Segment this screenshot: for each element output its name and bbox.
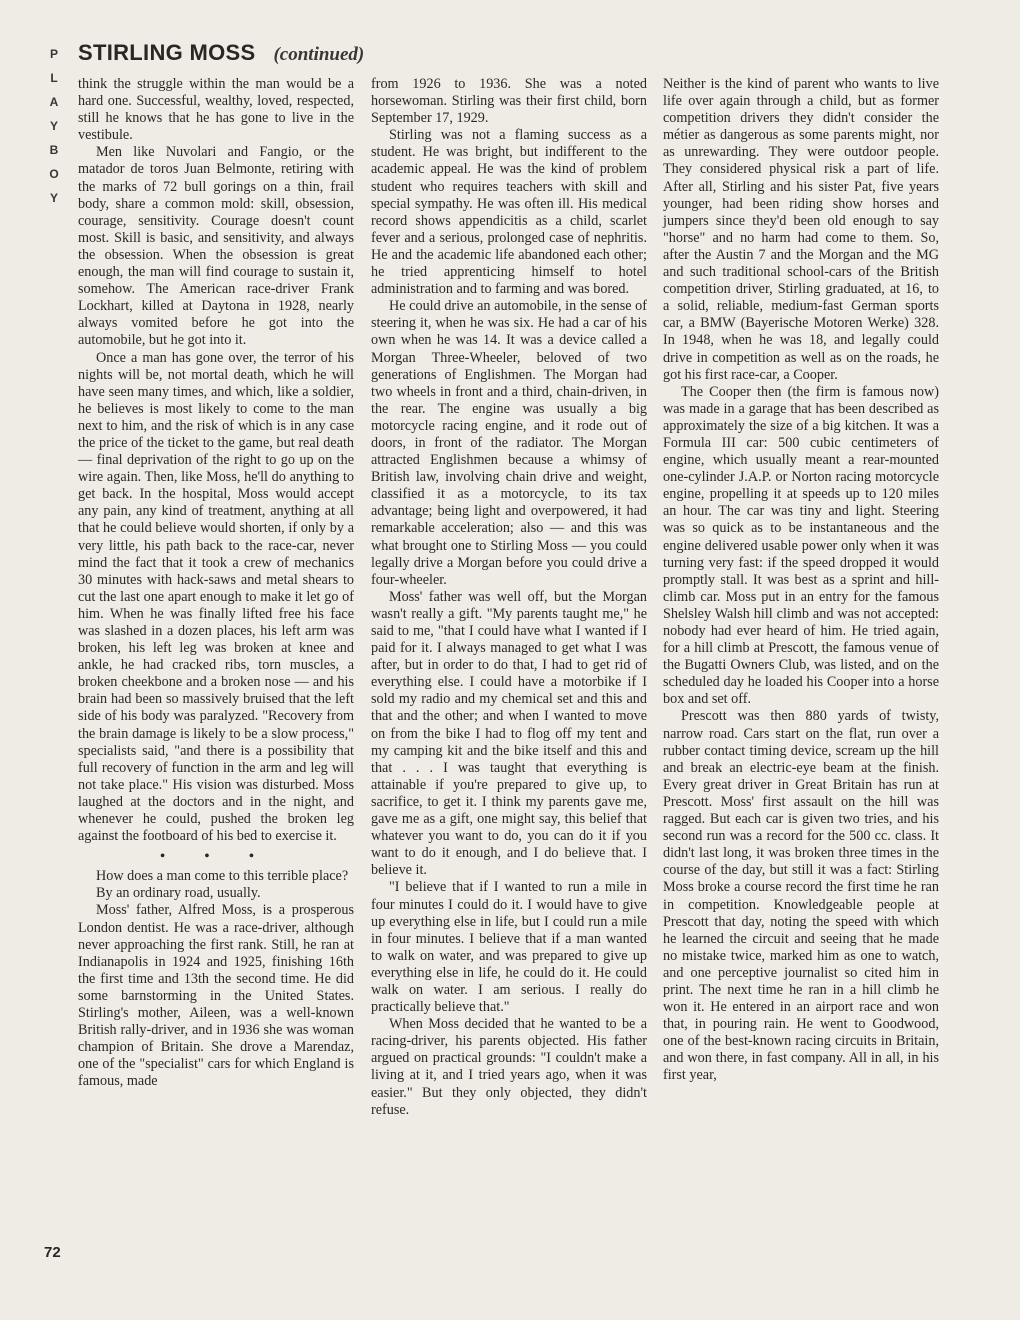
paragraph: "I believe that if I wanted to run a mile in four minutes I could do it. I would have to give up everything else in life, but I could run a mile in four minutes. I believe that if a man wanted to walk on water, and was prepared to give up everything else in life, he could do it. He could walk on water. I am serious. I really do practically believe that." xyxy=(371,879,647,1016)
page-number: 72 xyxy=(44,1244,61,1261)
article-continued-label: (continued) xyxy=(273,44,365,65)
side-label-letter: P xyxy=(49,47,58,61)
paragraph: He could drive an automobile, in the sense of steering it, when he was six. He had a car of his own when he was 14. It was a device called a Morgan Three-Wheeler, beloved of two generations of Englishmen. The Morgan had two wheels in front and a third, chain-driven, in the rear. The engine was usually a big motorcycle racing engine, and it rode out of doors, in front of the radiator. The Morgan attracted Englishmen because a whimsy of British law, involving chain drive and weight, classified it as a motorcycle, to its tax advantage; being light and overpowered, it had remarkable acceleration; also — and this was what brought one to Stirling Moss — you could legally drive a Morgan before you could drive a four-wheeler. xyxy=(371,298,647,588)
magazine-side-label xyxy=(44,42,64,210)
paragraph: Stirling was not a flaming success as a student. He was bright, but indifferent to the academic appeal. He was the kind of problem student who requires teachers with skill and special sympathy. He was often ill. His medical record shows appendicitis as a child, scarlet fever and a serious, prolonged case of nephritis. He and the academic life abandoned each other; he tried apprenticing himself to hotel administration and to farming and was bored. xyxy=(371,127,647,298)
paragraph: By an ordinary road, usually. xyxy=(96,885,261,902)
paragraph: Once a man has gone over, the terror of his nights will be, not mortal death, which he will have seen many times, and which, like a soldier, he believes is most likely to come to the man next to him, and the risk of which is in any case the price of the ticket to the game, but real death — final deprivation of the right to go up on the wire again. Then, like Moss, he'll do anything to get back. In the hospital, Moss would accept any pain, any kind of treatment, anything at all that he could believe would shorten, if only by a very little, his path back to the race-car, never mind the fact that it took a crew of mechanics 30 minutes with hack-saws and metal shears to cut the last one apart enough to make it let go of him. When he was finally lifted free his face was slashed in a dozen places, his left arm was broken, his left leg was broken at knee and ankle, he had cracked ribs, torn muscles, a broken cheekbone and a broken nose — and his brain had been so massively bruised that the left side of his body was paralyzed. "Recovery from the brain damage is likely to be a slow process," specialists said, "and there is a possibility that full recovery of function in the arm and leg will not take place." His vision was disturbed. Moss laughed at the doctors and in the night, and whenever he could, pushed the broken leg against the footboard of his bed to exercise it. xyxy=(78,349,354,845)
side-label-letter: B xyxy=(49,143,59,157)
text-column-1 xyxy=(78,76,354,1090)
side-label-letter: O xyxy=(49,167,59,181)
side-label-letter: A xyxy=(49,95,59,109)
paragraph: Neither is the kind of parent who wants to live life over again through a child, but as former competition drivers they didn't consider the métier as dangerous as some parents might, nor as unrewarding. They were outdoor people. They considered physical risk a part of life. After all, Stirling and his sister Pat, five years younger, had been riding show horses and jumpers since they'd been old enough to say "horse" and no harm had come to them. So, after the Austin 7 and the Morgan and the MG and such traditional school-cars of the British competition driver, Stirling graduated, at 16, to a solid, reliable, medium-fast German sports car, a BMW (Bayerische Motoren Werke) 328. In 1948, when he was 18, and legally could drive in competition as well as on the roads, he got his first race-car, a Cooper. xyxy=(663,76,939,383)
paragraph: think the struggle within the man would be a hard one. Successful, wealthy, loved, respected, still he knows that he has gone to live in the vestibule. xyxy=(78,76,354,144)
article-header xyxy=(78,40,364,66)
paragraph: from 1926 to 1936. She was a noted horsewoman. Stirling was their first child, born September 17, 1929. xyxy=(371,76,647,127)
paragraph: Men like Nuvolari and Fangio, or the matador de toros Juan Belmonte, retiring with the marks of 72 bull gorings on a thin, frail body, share a common mold: skill, obsession, courage, sensitivity. Courage doesn't count most. Skill is basic, and sensitivity, and always the obsession. When the obsession is great enough, the man will find courage to sustain it, somehow. The American race-driver Frank Lockhart, killed at Daytona in 1928, nearly always vomited before he got into the automobile, but he got into it. xyxy=(78,144,354,349)
section-separator: • • • xyxy=(160,849,272,865)
side-label-letter: Y xyxy=(49,191,58,205)
article-title: STIRLING MOSS xyxy=(78,40,256,65)
paragraph: When Moss decided that he wanted to be a racing-driver, his parents objected. His father argued on practical grounds: "I couldn't make a living at it, and I tried years ago, when it was easier." But they only objected, they didn't refuse. xyxy=(371,1016,647,1118)
text-column-3 xyxy=(663,76,939,1085)
paragraph: Prescott was then 880 yards of twisty, narrow road. Cars start on the flat, run over a rubber contact timing device, scream up the hill and break an electric-eye beam at the finish. Every great driver in Great Britain has run at Prescott. Moss' first assault on the hill was ragged. But each car is given two tries, and his second run was a record for the 500 cc. class. It didn't last long, it was broken three times in the course of the day, but still it was a fact: Stirling Moss broke a course record the first time he ran in competition. Knowledgeable people at Prescott that day, noting the speed with which he learned the circuit and seeing that he made no mistake twice, marked him as one to watch, and one perceptive journalist so cited him in print. The next time he ran in a hill climb he won it. He entered in an airport race and won that, in pouring rain. He went to Goodwood, one of the best-known racing circuits in Britain, and won there, in fast company. All in all, in his first year, xyxy=(663,708,939,1084)
text-column-2 xyxy=(371,76,647,1119)
paragraph: How does a man come to this terrible place? xyxy=(96,868,349,885)
paragraph: Moss' father was well off, but the Morgan wasn't really a gift. "My parents taught me," he said to me, "that I could have what I wanted if I paid for it. I always managed to get what I was after, but in order to do that, I had to get rid of everything else. I could have a motorbike if I sold my radio and my chemical set and this and that and the other; and when I wanted to move on from the bike I had to flog off my tent and my camping kit and the bike itself and this and that . . . I was taught that everything is attainable if you're prepared to give up, to sacrifice, to get it. I think my parents gave me, gave me as a gift, one might say, this belief that whatever you want to do, you can do it if you want to do it enough, and I do believe that. I believe it. xyxy=(371,588,647,879)
paragraph: Moss' father, Alfred Moss, is a prosperous London dentist. He was a race-driver, although never approaching the first rank. Still, he ran at Indianapolis in 1924 and 1925, finishing 16th the first time and 13th the second time. He did some barnstorming in the United States. Stirling's mother, Aileen, was a well-known British rally-driver, and in 1936 she was woman champion of Britain. She drove a Marendaz, one of the "specialist" cars for which England is famous, made xyxy=(78,902,354,1090)
side-label-letter: Y xyxy=(49,119,58,133)
paragraph: The Cooper then (the firm is famous now) was made in a garage that has been described as approximately the size of a big kitchen. It was a Formula III car: 500 cubic centimeters of engine, which usually meant a rear-mounted one-cylinder J.A.P. or Norton racing motorcycle engine, propelling it at speeds up to 120 miles an hour. The car was tiny and light. Steering was so quick as to be instantaneous and the engine delivered usable power only when it was turning very fast: if the speed dropped it would promptly stall. It was best as a sprint and hill-climb car. Moss put in an entry for the famous Shelsley Walsh hill climb and was not accepted: nobody had ever heard of him. He tried again, for a hill climb at Prescott, the famous venue of the Bugatti Owners Club, was listed, and on the scheduled day he loaded his Cooper into a horse box and set off. xyxy=(663,383,939,708)
side-label-letter: L xyxy=(50,71,58,85)
